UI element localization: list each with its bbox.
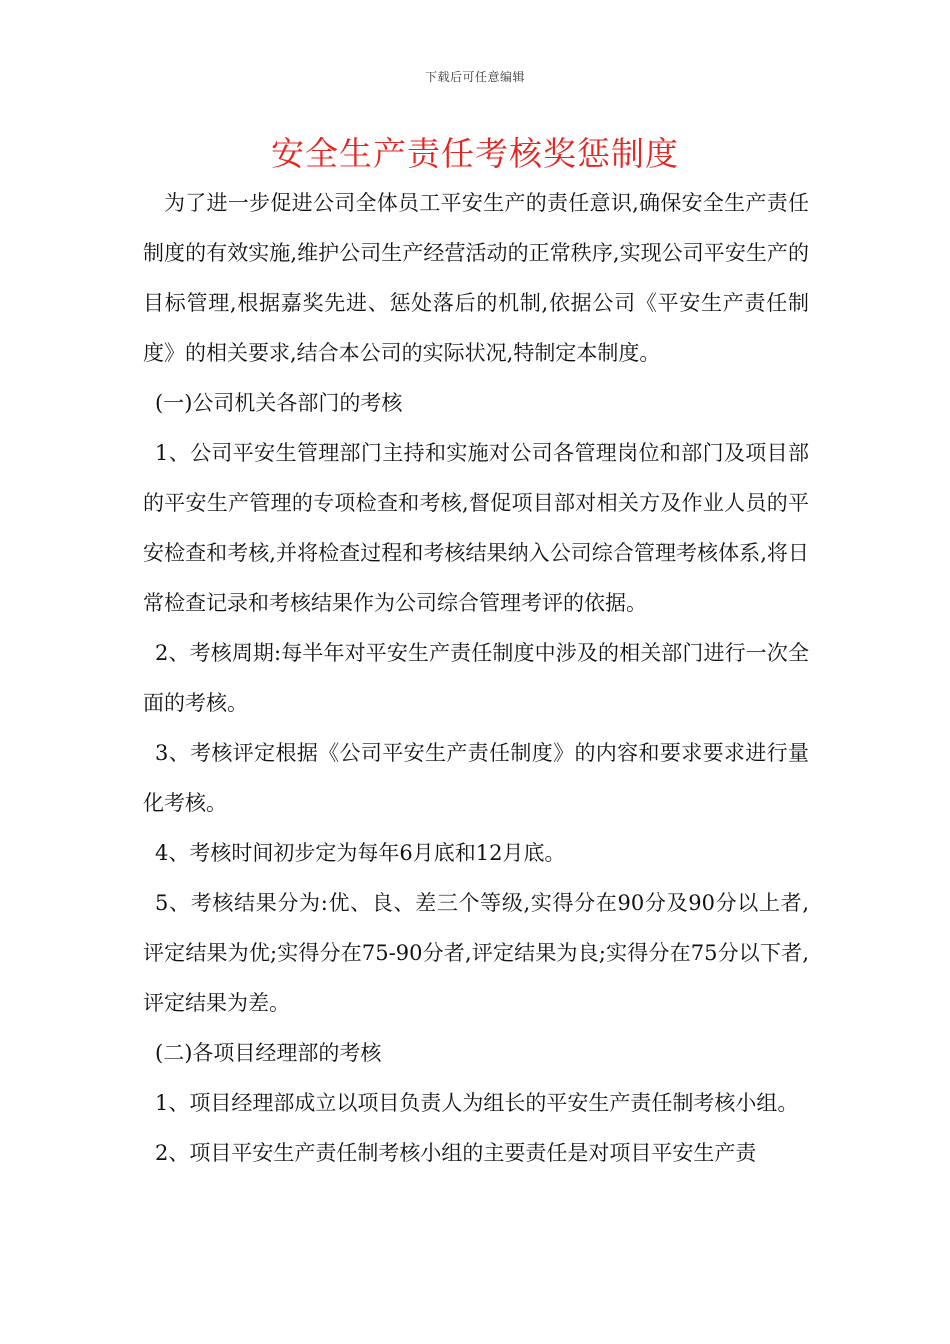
document-body [143, 178, 809, 1178]
document-title: 安全生产责任考核奖惩制度 [271, 134, 679, 173]
list-item: 4、考核时间初步定为每年6月底和12月底。 [155, 841, 566, 865]
section-heading-2: (二)各项目经理部的考核 [155, 1041, 382, 1065]
list-item: 3、考核评定根据《公司平安生产责任制度》的内容和要求要求进行量化考核。 [143, 741, 809, 815]
list-item: 2、项目平安生产责任制考核小组的主要责任是对项目平安生产责 [155, 1141, 757, 1165]
list-item: 5、考核结果分为:优、良、差三个等级,实得分在90分及90分以上者,评定结果为优;实得分在75-90分者,评定结果为良;实得分在75分以下者,评定结果为差。 [143, 891, 809, 1015]
list-item: 1、公司平安生管理部门主持和实施对公司各管理岗位和部门及项目部的平安生产管理的专项检查和考核,督促项目部对相关方及作业人员的平安检查和考核,并将检查过程和考核结果纳入公司综合管理考核体系,将日常检查记录和考核结果作为公司综合管理考评的依据。 [143, 441, 809, 615]
section-heading-1: (一)公司机关各部门的考核 [155, 391, 403, 415]
list-item: 1、项目经理部成立以项目负责人为组长的平安生产责任制考核小组。 [155, 1091, 799, 1115]
header-note: 下载后可任意编辑 [424, 70, 525, 84]
intro-paragraph: 为了进一步促进公司全体员工平安生产的责任意识,确保安全生产责任制度的有效实施,维护公司生产经营活动的正常秩序,实现公司平安生产的目标管理,根据嘉奖先进、惩处落后的机制,依据公司《平安生产责任制度》的相关要求,结合本公司的实际状况,特制定本制度。 [143, 191, 809, 365]
list-item: 2、考核周期:每半年对平安生产责任制度中涉及的相关部门进行一次全面的考核。 [143, 641, 809, 715]
